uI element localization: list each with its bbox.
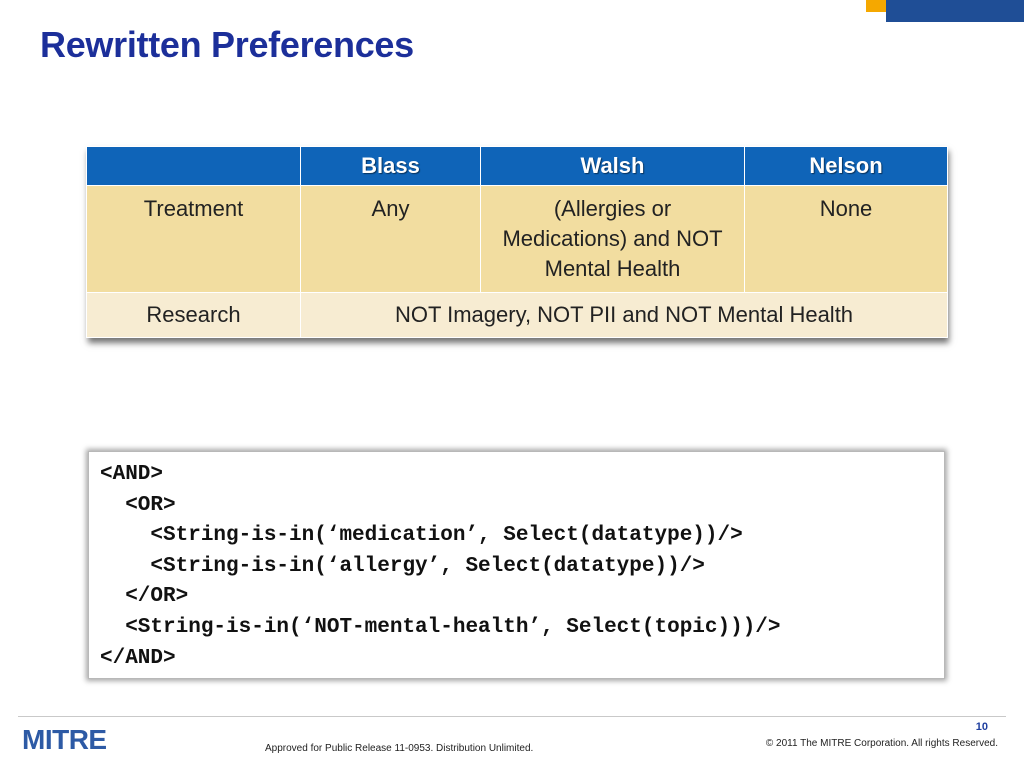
mitre-logo: MITRE: [22, 724, 107, 755]
header-walsh: Walsh: [481, 147, 745, 186]
code-line: </OR>: [100, 585, 189, 609]
code-line: <String-is-in(‘NOT-mental-health’, Select(topic)))/>: [100, 615, 781, 639]
header-blass: Blass: [301, 147, 481, 186]
slide-title: Rewritten Preferences: [40, 24, 414, 65]
copyright-notice: © 2011 The MITRE Corporation. All rights Reserved.: [765, 738, 998, 749]
row-label-treatment: Treatment: [87, 186, 301, 293]
cell-treatment-walsh: (Allergies or Medications) and NOT Mental Health: [481, 186, 745, 293]
code-box: [88, 451, 945, 679]
corner-accent-orange: [866, 0, 886, 12]
code-line: <OR>: [100, 493, 176, 517]
preferences-table: [86, 146, 948, 338]
cell-treatment-nelson: None: [745, 186, 948, 293]
preferences-table-container: [86, 146, 947, 338]
row-label-research: Research: [87, 293, 301, 338]
page-number: 10: [975, 721, 988, 733]
code-line: <String-is-in(‘medication’, Select(datatype))/>: [100, 524, 743, 548]
code-line: </AND>: [100, 646, 176, 670]
table-row-treatment: [87, 186, 948, 293]
code-line: <String-is-in(‘allergy’, Select(datatype))/>: [100, 554, 705, 578]
footer-divider: [18, 716, 1006, 717]
approval-notice: Approved for Public Release 11-0953. Distribution Unlimited.: [265, 743, 534, 754]
cell-research-merged: NOT Imagery, NOT PII and NOT Mental Health: [301, 293, 948, 338]
header-nelson: Nelson: [745, 147, 948, 186]
corner-accent-blue: [886, 0, 1024, 22]
code-line: <AND>: [100, 463, 164, 486]
code-block: [89, 452, 944, 682]
table-row-research: [87, 293, 948, 338]
header-corner-cell: [87, 147, 301, 186]
cell-treatment-blass: Any: [301, 186, 481, 293]
table-header-row: [87, 147, 948, 186]
